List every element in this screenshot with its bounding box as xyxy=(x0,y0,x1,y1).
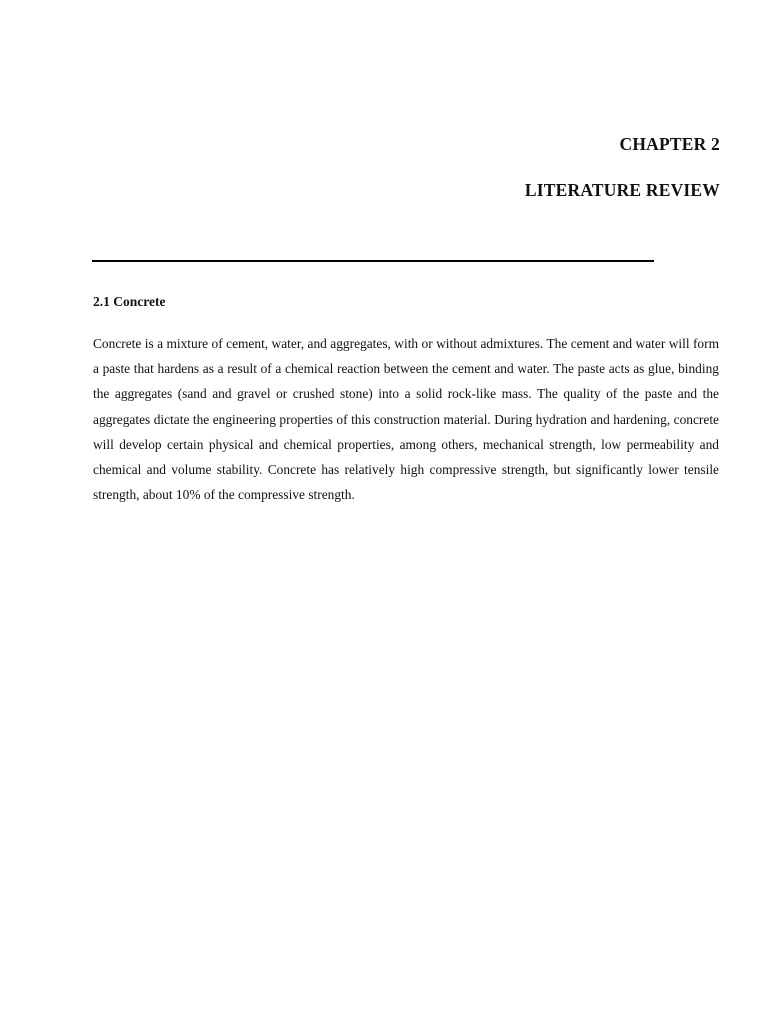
chapter-title: LITERATURE REVIEW xyxy=(524,180,720,200)
section-heading: 2.1 Concrete xyxy=(93,294,166,309)
chapter-number: CHAPTER 2 xyxy=(619,134,720,154)
body-paragraph: Concrete is a mixture of cement, water, and aggregates, with or without admixtures. The cement and water will form a paste that hardens as a result of a chemical reaction between the cement and water. The paste acts as glue, binding the aggregates (sand and gravel or crushed stone) into a solid rock-like mass. The quality of the paste and the aggregates dictate the engineering properties of this construction material. During hydration and hardening, concrete will develop certain physical and chemical properties, among others, mechanical strength, low permeability and chemical and volume stability. Concrete has relatively high compressive strength, but significantly lower tensile strength, about 10% of the compressive strength. xyxy=(93,336,719,503)
horizontal-divider xyxy=(92,260,654,262)
